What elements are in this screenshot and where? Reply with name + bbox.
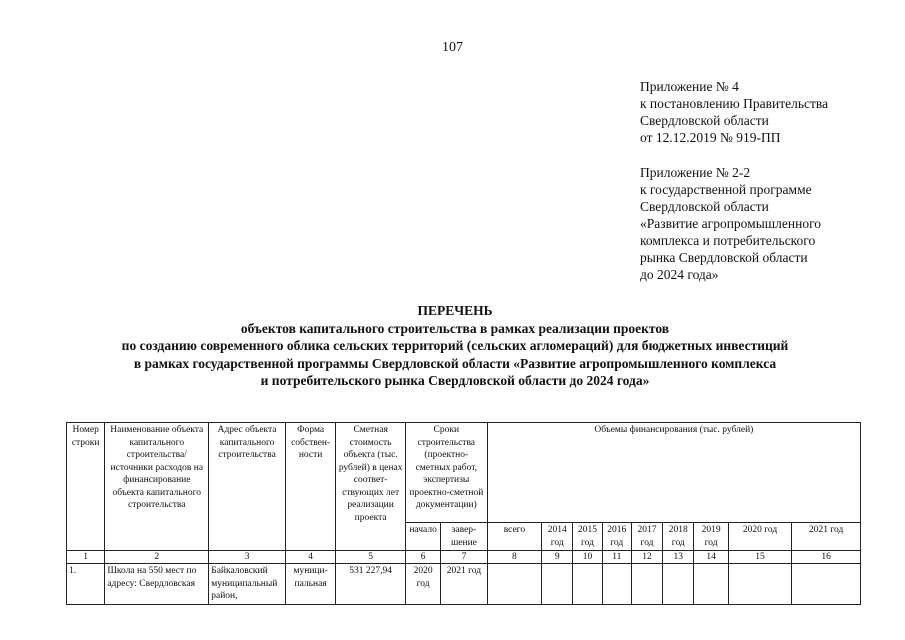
header-cost: Сметная стоимость объекта (тыс. рублей) в ценах соответ-ствующих лет реализации проекта [336,423,406,551]
column-number: 4 [285,551,335,564]
header-start: начало [405,523,440,551]
cell-cost: 531 227,94 [336,564,406,605]
title-line: объектов капитального строительства в рамках реализации проектов [240,320,670,336]
cell-row-number: 1. [67,564,105,605]
column-number: 1 [67,551,105,564]
column-number: 11 [602,551,631,564]
header-year: 2021 год [792,523,861,551]
column-number: 6 [405,551,440,564]
header-year: 2017 год [631,523,662,551]
header-terms: Сроки строительства (проектно-сметных работ, экспертизы проектно-сметной документации) [405,423,487,523]
appendix-line: от 12.12.2019 № 919-ПП [640,130,781,145]
column-number: 14 [694,551,728,564]
cell-end: 2021 год [441,564,487,605]
header-financing: Объемы финансирования (тыс. рублей) [487,423,860,523]
table-row [67,564,861,605]
cell-object-name: Школа на 550 мест по адресу: Свердловская [105,564,209,605]
cell-total [487,564,541,605]
cell-year [573,564,602,605]
header-total: всего [487,523,541,551]
cell-start: 2020 год [405,564,440,605]
appendix-line: до 2024 года» [640,267,719,282]
appendix-line: к постановлению Правительства [640,96,829,111]
column-number: 12 [631,551,662,564]
appendix-line: комплекса и потребительского [640,233,816,248]
appendix-line: Приложение № 2-2 [640,165,751,180]
appendix-2-2-block [640,164,821,283]
cell-year [663,564,694,605]
column-number: 7 [441,551,487,564]
cell-year [694,564,728,605]
cell-year [542,564,573,605]
header-row-number: Номер строки [67,423,105,551]
document-title [40,302,870,390]
appendix-line: к государственной программе [640,182,812,197]
cell-year [792,564,861,605]
header-year: 2019 год [694,523,728,551]
column-number: 13 [663,551,694,564]
appendix-line: Свердловской области [640,113,769,128]
column-number: 2 [105,551,209,564]
appendix-line: «Развитие агропромышленного [640,216,822,231]
header-year: 2016 год [602,523,631,551]
appendix-line: Свердловской области [640,199,769,214]
column-number: 15 [728,551,792,564]
page-number: 107 [442,40,463,55]
cell-year [631,564,662,605]
cell-year [602,564,631,605]
header-address: Адрес объекта капитального строительства [209,423,286,551]
header-year: 2020 год [728,523,792,551]
header-year: 2018 год [663,523,694,551]
column-number: 9 [542,551,573,564]
cell-address: Байкаловский муниципальный район, [209,564,286,605]
header-year: 2015 год [573,523,602,551]
capital-objects-table [66,422,861,605]
header-ownership: Форма собствен-ности [285,423,335,551]
cell-ownership: муници-пальная [285,564,335,605]
title-line: по созданию современного облика сельских территорий (сельских агломераций) для бюджетных инвестиций [121,338,789,353]
column-number: 3 [209,551,286,564]
title-heading: ПЕРЕЧЕНЬ [417,303,493,318]
column-number: 8 [487,551,541,564]
column-number: 5 [336,551,406,564]
column-number: 16 [792,551,861,564]
cell-year [728,564,792,605]
header-year: 2014 год [542,523,573,551]
title-line: в рамках государственной программы Свердловской области «Развитие агропромышленного комплекса [133,355,777,371]
title-line: и потребительского рынка Свердловской области до 2024 года» [260,373,650,388]
appendix-line: рынка Свердловской области [640,250,808,265]
header-object-name: Наименование объекта капитального строительства/ источники расходов на финансирование объекта капитального строительства [105,423,209,551]
appendix-4-block [640,78,828,146]
appendix-line: Приложение № 4 [640,79,739,94]
header-end: завер-шение [441,523,487,551]
column-number: 10 [573,551,602,564]
